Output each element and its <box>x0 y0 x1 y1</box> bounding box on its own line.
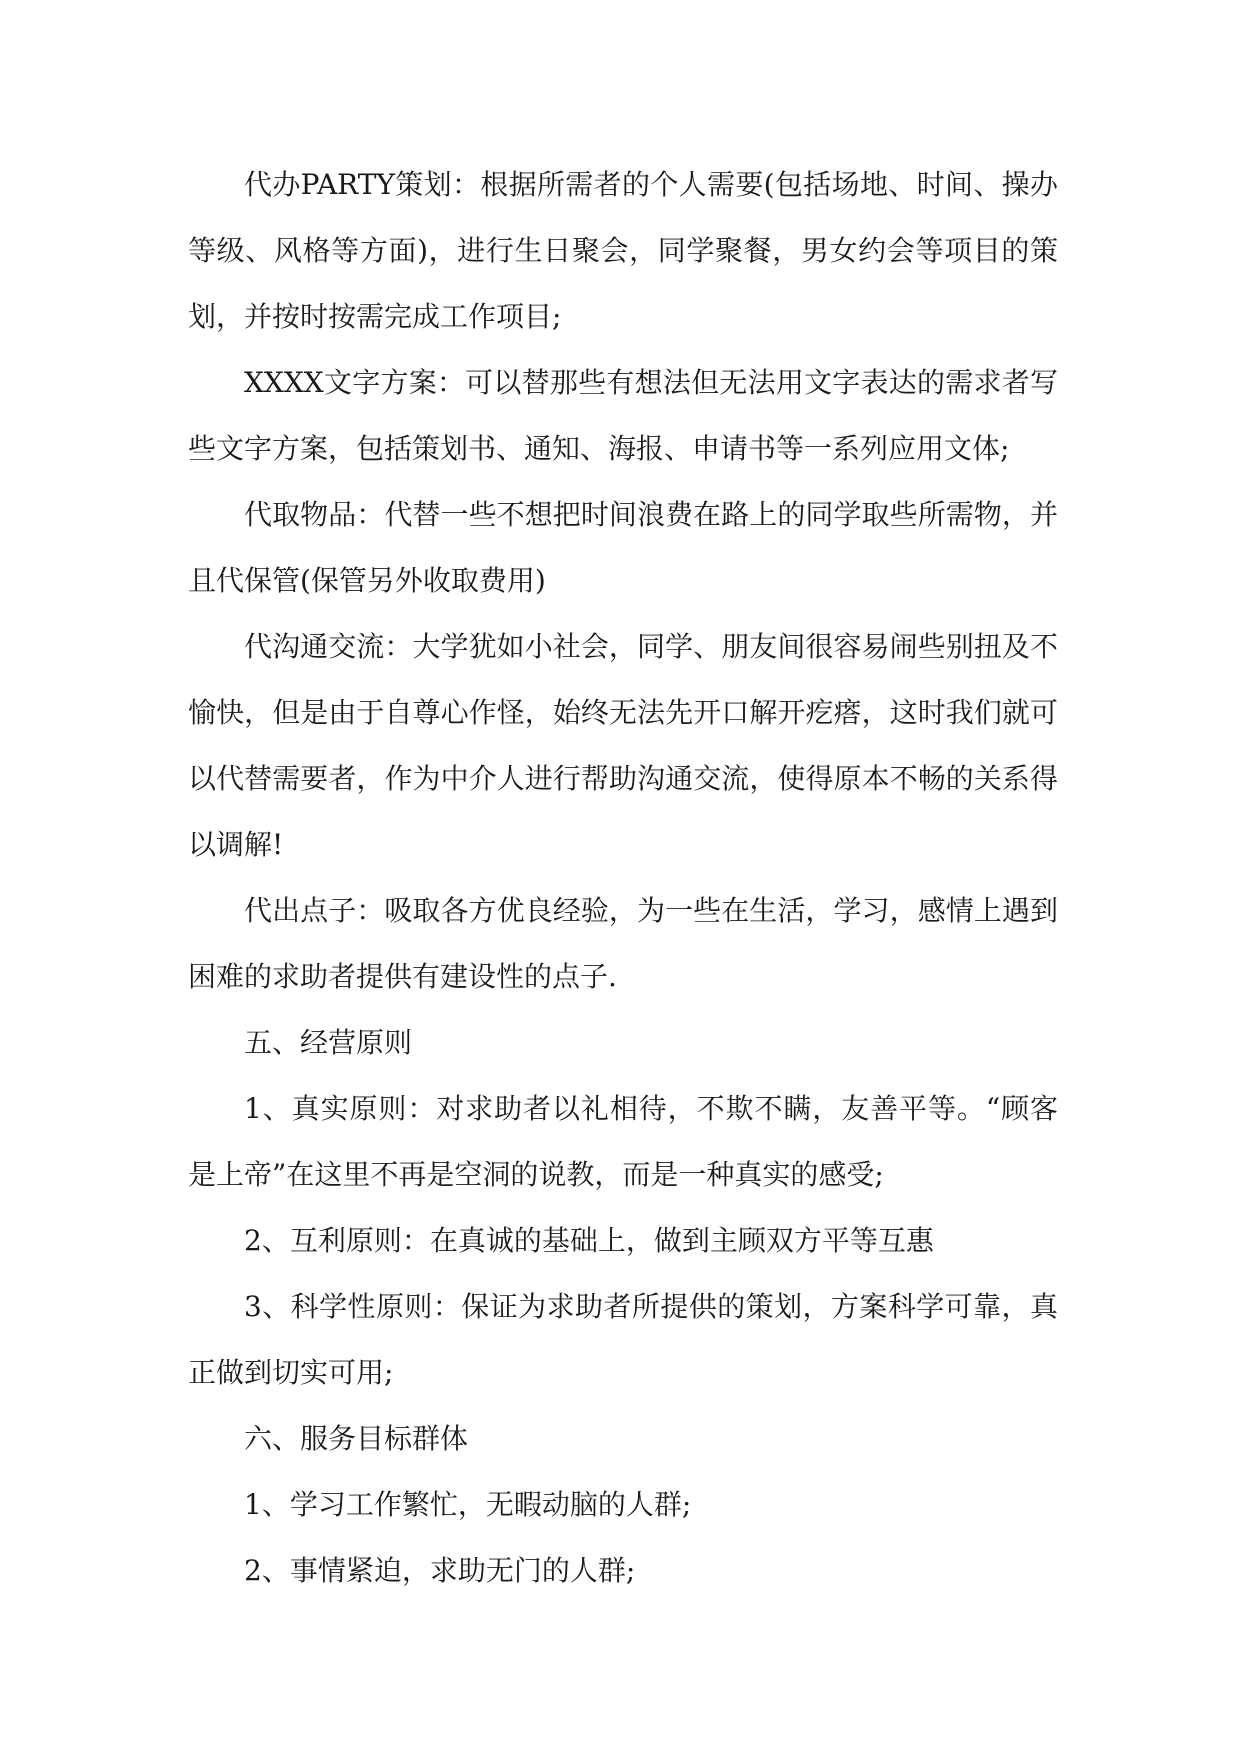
paragraph-party-planning: 代办PARTY策划：根据所需者的个人需要(包括场地、时间、操办等级、风格等方面)，进行生日聚会，同学聚餐，男女约会等项目的策划，并按时按需完成工作项目; <box>188 168 1058 333</box>
paragraph-item-pickup: 代取物品：代替一些不想把时间浪费在路上的同学取些所需物，并且代保管(保管另外收取费用) <box>188 498 1058 597</box>
principle-truthful: 1、真实原则：对求助者以礼相待，不欺不瞒，友善平等。“顾客是上帝”在这里不再是空洞的说教，而是一种真实的感受; <box>188 1092 1058 1191</box>
section-heading-target-groups: 六、服务目标群体 <box>244 1422 469 1455</box>
principle-scientific: 3、科学性原则：保证为求助者所提供的策划，方案科学可靠，真正做到切实可用; <box>188 1290 1058 1389</box>
section-heading-principles: 五、经营原则 <box>244 1026 413 1059</box>
paragraph-writing-service: XXXX文字方案：可以替那些有想法但无法用文字表达的需求者写些文字方案，包括策划书、通知、海报、申请书等一系列应用文体; <box>188 366 1058 465</box>
target-group-urgent: 2、事情紧迫，求助无门的人群; <box>244 1554 636 1587</box>
paragraph-communication: 代沟通交流：大学犹如小社会，同学、朋友间很容易闹些别扭及不愉快，但是由于自尊心作怪，始终无法先开口解开疙瘩，这时我们就可以代替需要者，作为中介人进行帮助沟通交流，使得原本不畅的关系得以调解! <box>188 630 1058 861</box>
document-body <box>188 152 1058 1604</box>
paragraph-ideas: 代出点子：吸取各方优良经验，为一些在生活，学习，感情上遇到困难的求助者提供有建设性的点子. <box>188 894 1058 993</box>
principle-mutual-benefit: 2、互利原则：在真诚的基础上，做到主顾双方平等互惠 <box>244 1224 934 1257</box>
target-group-busy: 1、学习工作繁忙，无暇动脑的人群; <box>244 1488 692 1521</box>
